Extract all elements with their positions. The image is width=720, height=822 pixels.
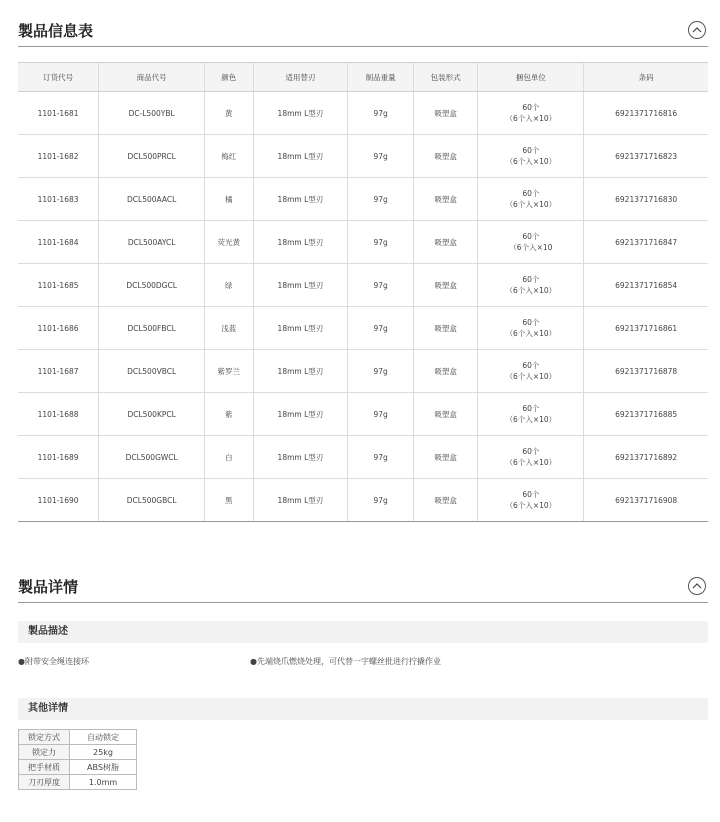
unit-count: 60个 [522, 404, 540, 413]
unit-count: 60个 [522, 447, 540, 456]
detail-value: 1.0mm [70, 775, 137, 790]
detail-key: 把手材质 [19, 760, 70, 775]
product-detail-header [18, 576, 708, 603]
cell-weight: 97g [348, 264, 414, 307]
unit-count: 60个 [522, 361, 540, 370]
cell-order: 1101-1687 [18, 350, 99, 393]
other-details-table [18, 729, 137, 790]
other-details-subheader: 其他详情 [18, 698, 708, 720]
unit-pack: （6个入×10） [505, 501, 557, 510]
cell-pack: 吸塑盒 [413, 393, 478, 436]
cell-order: 1101-1686 [18, 307, 99, 350]
cell-pack: 吸塑盒 [413, 92, 478, 135]
cell-pack: 吸塑盒 [413, 479, 478, 522]
column-header: 制品重量 [348, 63, 414, 92]
cell-weight: 97g [348, 135, 414, 178]
detail-value: ABS树脂 [70, 760, 137, 775]
column-header: 条码 [584, 63, 708, 92]
cell-barcode: 6921371716823 [584, 135, 708, 178]
cell-weight: 97g [348, 307, 414, 350]
cell-weight: 97g [348, 436, 414, 479]
cell-color: 绿 [205, 264, 253, 307]
cell-barcode: 6921371716854 [584, 264, 708, 307]
cell-blade: 18mm L型刃 [253, 264, 348, 307]
table-row [18, 350, 708, 393]
cell-barcode: 6921371716908 [584, 479, 708, 522]
cell-color: 浅蓝 [205, 307, 253, 350]
cell-unit [478, 92, 584, 135]
column-header: 颜色 [205, 63, 253, 92]
cell-blade: 18mm L型刃 [253, 393, 348, 436]
cell-product: DCL500GBCL [99, 479, 205, 522]
cell-product: DCL500KPCL [99, 393, 205, 436]
cell-weight: 97g [348, 393, 414, 436]
detail-value: 自动锁定 [70, 730, 137, 745]
cell-pack: 吸塑盒 [413, 350, 478, 393]
cell-order: 1101-1685 [18, 264, 99, 307]
cell-weight: 97g [348, 479, 414, 522]
cell-unit [478, 393, 584, 436]
unit-count: 60个 [522, 189, 540, 198]
cell-weight: 97g [348, 350, 414, 393]
cell-product: DC-L500YBL [99, 92, 205, 135]
unit-count: 60个 [522, 318, 540, 327]
unit-pack: （6个入×10） [505, 329, 557, 338]
cell-color: 紫 [205, 393, 253, 436]
cell-color: 梅红 [205, 135, 253, 178]
unit-pack: （6个入×10） [505, 458, 557, 467]
cell-order: 1101-1688 [18, 393, 99, 436]
cell-color: 荧光黄 [205, 221, 253, 264]
cell-product: DCL500GWCL [99, 436, 205, 479]
table-header-row [18, 63, 708, 92]
product-info-title: 製品信息表 [18, 22, 94, 40]
cell-blade: 18mm L型刃 [253, 92, 348, 135]
cell-blade: 18mm L型刃 [253, 436, 348, 479]
table-row [18, 178, 708, 221]
cell-weight: 97g [348, 221, 414, 264]
cell-barcode: 6921371716892 [584, 436, 708, 479]
cell-blade: 18mm L型刃 [253, 135, 348, 178]
cell-unit [478, 307, 584, 350]
table-row [19, 760, 137, 775]
cell-product: DCL500PRCL [99, 135, 205, 178]
unit-pack: （6个入×10） [505, 114, 557, 123]
cell-blade: 18mm L型刃 [253, 221, 348, 264]
cell-barcode: 6921371716861 [584, 307, 708, 350]
unit-pack: （6个入×10 [509, 243, 553, 252]
cell-blade: 18mm L型刃 [253, 479, 348, 522]
cell-order: 1101-1683 [18, 178, 99, 221]
unit-pack: （6个入×10） [505, 200, 557, 209]
cell-pack: 吸塑盒 [413, 221, 478, 264]
feature-item: ●先端烧爪燃烧处理，可代替一字螺丝批进行拧撬作业 [250, 657, 441, 666]
cell-product: DCL500VBCL [99, 350, 205, 393]
cell-order: 1101-1689 [18, 436, 99, 479]
cell-unit [478, 350, 584, 393]
unit-count: 60个 [522, 146, 540, 155]
cell-product: DCL500FBCL [99, 307, 205, 350]
cell-weight: 97g [348, 92, 414, 135]
detail-key: 锁定方式 [19, 730, 70, 745]
unit-count: 60个 [522, 103, 540, 112]
product-info-header [18, 20, 708, 47]
cell-weight: 97g [348, 178, 414, 221]
table-row [18, 221, 708, 264]
cell-order: 1101-1690 [18, 479, 99, 522]
cell-barcode: 6921371716885 [584, 393, 708, 436]
cell-barcode: 6921371716830 [584, 178, 708, 221]
cell-unit [478, 436, 584, 479]
unit-pack: （6个入×10） [505, 286, 557, 295]
collapse-up-icon[interactable] [688, 577, 706, 595]
cell-color: 黄 [205, 92, 253, 135]
product-detail-title: 製品详情 [18, 578, 79, 596]
unit-count: 60个 [522, 490, 540, 499]
cell-unit [478, 221, 584, 264]
feature-item: ●附带安全绳连接环 [18, 657, 89, 666]
cell-unit [478, 178, 584, 221]
table-row [18, 92, 708, 135]
column-header: 适用替刃 [253, 63, 348, 92]
unit-count: 60个 [522, 275, 540, 284]
column-header: 包装形式 [413, 63, 478, 92]
table-row [18, 436, 708, 479]
cell-product: DCL500AYCL [99, 221, 205, 264]
unit-count: 60个 [522, 232, 540, 241]
cell-barcode: 6921371716847 [584, 221, 708, 264]
unit-pack: （6个入×10） [505, 415, 557, 424]
cell-blade: 18mm L型刃 [253, 178, 348, 221]
cell-pack: 吸塑盒 [413, 264, 478, 307]
cell-barcode: 6921371716816 [584, 92, 708, 135]
cell-color: 白 [205, 436, 253, 479]
unit-pack: （6个入×10） [505, 372, 557, 381]
cell-order: 1101-1681 [18, 92, 99, 135]
cell-order: 1101-1684 [18, 221, 99, 264]
collapse-up-icon[interactable] [688, 21, 706, 39]
detail-value: 25kg [70, 745, 137, 760]
cell-unit [478, 264, 584, 307]
column-header: 订货代号 [18, 63, 99, 92]
unit-pack: （6个入×10） [505, 157, 557, 166]
cell-blade: 18mm L型刃 [253, 307, 348, 350]
column-header: 捆包单位 [478, 63, 584, 92]
detail-key: 刀刃厚度 [19, 775, 70, 790]
cell-pack: 吸塑盒 [413, 436, 478, 479]
cell-pack: 吸塑盒 [413, 178, 478, 221]
table-row [19, 775, 137, 790]
cell-pack: 吸塑盒 [413, 307, 478, 350]
table-row [18, 479, 708, 522]
table-row [19, 730, 137, 745]
cell-pack: 吸塑盒 [413, 135, 478, 178]
cell-unit [478, 135, 584, 178]
table-row [18, 307, 708, 350]
table-row [19, 745, 137, 760]
table-row [18, 135, 708, 178]
detail-key: 锁定力 [19, 745, 70, 760]
column-header: 商品代号 [99, 63, 205, 92]
cell-product: DCL500AACL [99, 178, 205, 221]
cell-color: 黑 [205, 479, 253, 522]
product-info-table [18, 62, 708, 522]
cell-product: DCL500DGCL [99, 264, 205, 307]
description-subheader: 製品描述 [18, 621, 708, 643]
table-row [18, 264, 708, 307]
cell-color: 紫罗兰 [205, 350, 253, 393]
cell-order: 1101-1682 [18, 135, 99, 178]
cell-color: 橘 [205, 178, 253, 221]
cell-blade: 18mm L型刃 [253, 350, 348, 393]
cell-barcode: 6921371716878 [584, 350, 708, 393]
cell-unit [478, 479, 584, 522]
table-row [18, 393, 708, 436]
